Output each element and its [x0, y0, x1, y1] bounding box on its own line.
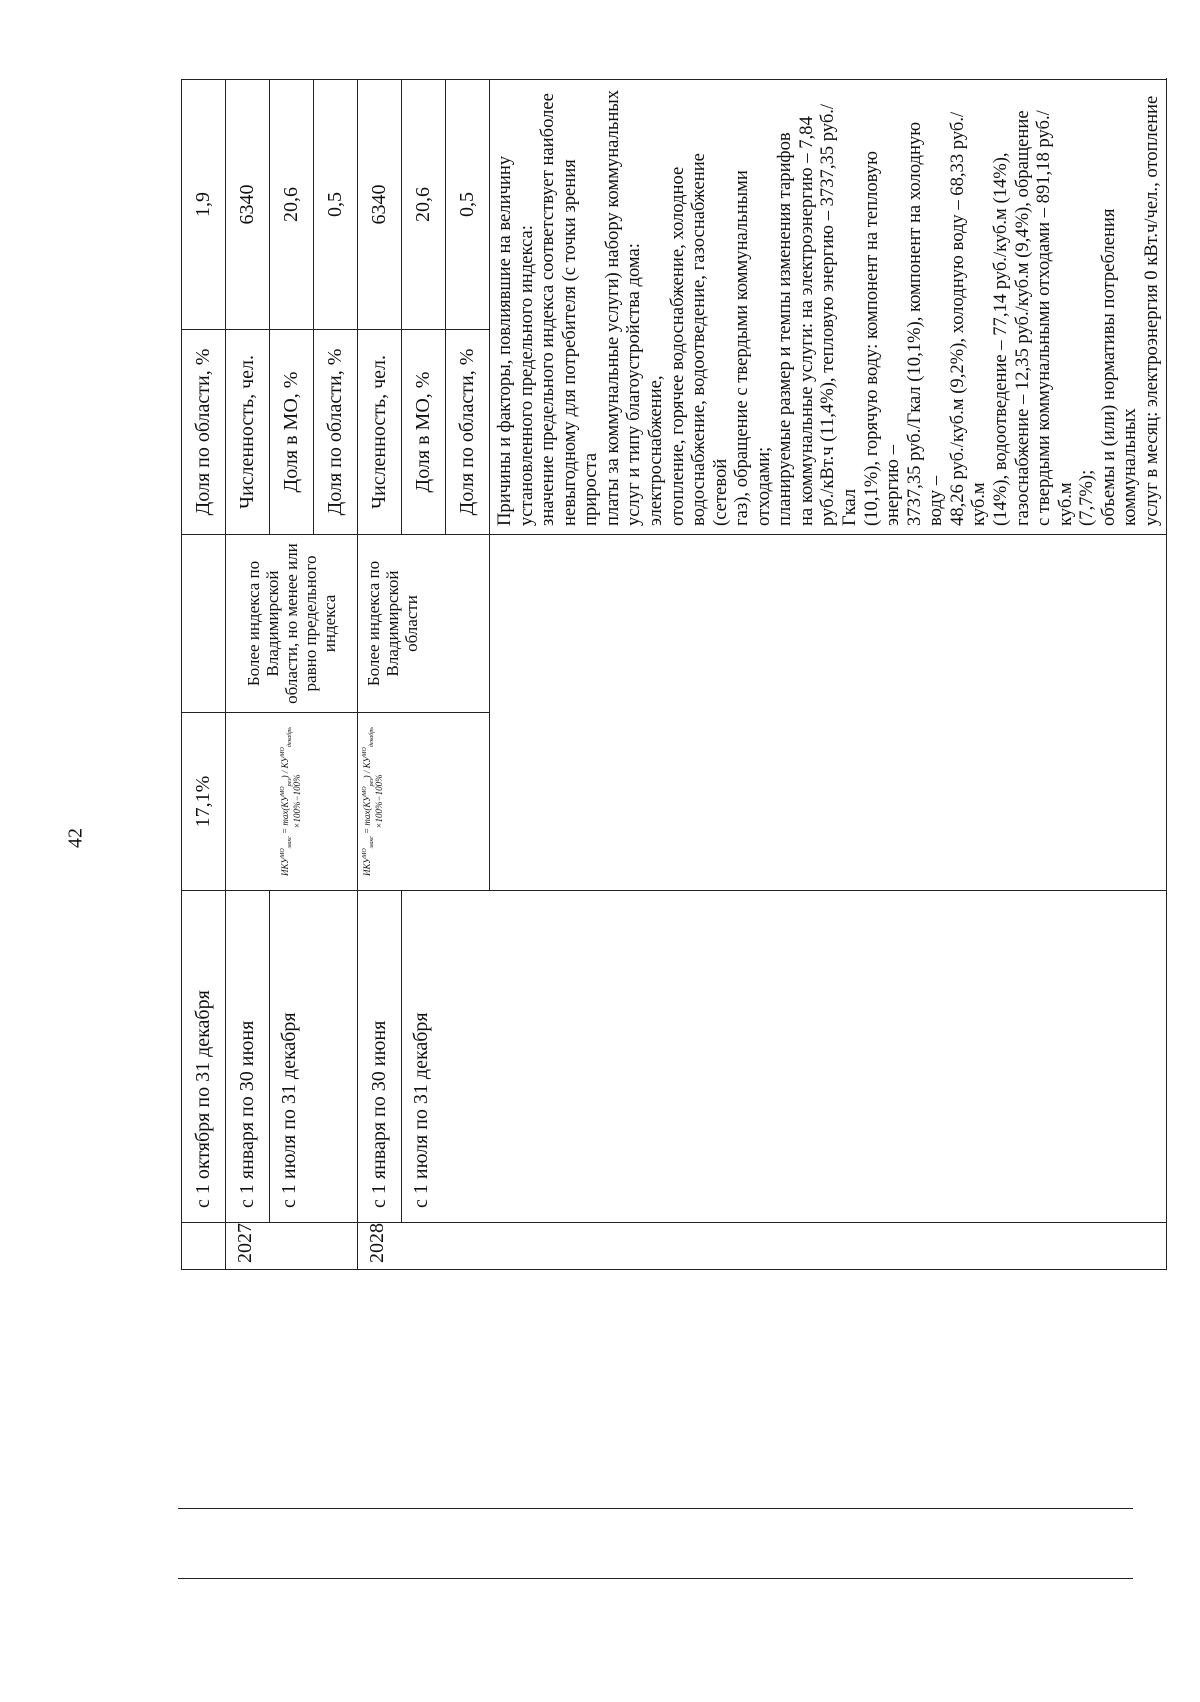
factors-line: (10,1%), горячую воду: компонент на тепловую энергию – [860, 150, 904, 526]
formula-cell: $ИКУ^{МО}_{макс} = \max(КУ^{МО}_{рез}) / КУ^{МО}_{декабрь} \times 100\%-100\%$ [226, 713, 358, 891]
factors-line: отопление, горячее водоснабжение, холодное [666, 166, 688, 526]
indicator-value: 0,5 [446, 80, 490, 330]
indicator-label: Численность, чел. [358, 330, 402, 535]
table-row [226, 80, 270, 1270]
rotated-table-container [181, 80, 1162, 1270]
factors-line: Причины и факторы, повлиявшие на величину [494, 155, 515, 526]
indicator-value: 6340 [358, 80, 402, 330]
period-cell: с 1 июля по 31 декабря [402, 891, 1167, 1223]
formula-cell-empty [490, 535, 1167, 891]
table-row [358, 80, 402, 1270]
factors-line: объемы и (или) нормативы потребления коммунальных [1097, 208, 1141, 526]
table-row [182, 80, 226, 1270]
factors-line: установленного предельного индекса: [515, 225, 537, 526]
page-number: 42 [64, 828, 87, 848]
category-cell-empty [182, 535, 226, 713]
indicator-value: 20,6 [270, 80, 314, 330]
factors-line: невыгодному для потребителя (с точки зрения прироста [558, 159, 602, 526]
factors-line: значение предельного индекса соответствует наиболее [537, 93, 559, 526]
indicator-label: Численность, чел. [226, 330, 270, 535]
year-cell: 2027 [226, 1223, 358, 1270]
factors-cell [490, 80, 1167, 535]
factors-line: водоснабжение, водоотведение, газоснабжение (сетевой [688, 153, 731, 526]
year-cell: 2028 [358, 1223, 1167, 1270]
factors-line: с твердыми коммунальными отходами – 891,18 руб./куб.м [1033, 110, 1076, 526]
factors-line: планируемые размер и темпы изменения тарифов [774, 132, 796, 526]
category-cell: Более индекса по Владимирской области, но менее или равно предельного индекса [226, 535, 358, 713]
period-cell: с 1 октября по 31 декабря [182, 891, 226, 1223]
factors-line: платы за коммунальные услуги) набору коммунальных [601, 89, 623, 526]
period-cell: с 1 июля по 31 декабря [270, 891, 358, 1223]
table-continuation-rule [178, 1578, 1133, 1579]
indicator-label: Доля по области, % [446, 330, 490, 535]
factors-line: на коммунальные услуги: на электроэнергию – 7,84 [795, 116, 817, 526]
indicator-label: Доля по области, % [314, 330, 358, 535]
formula-cell: $ИКУ^{МО}_{макс} = \max(КУ^{МО}_{рез}) / КУ^{МО}_{декабрь} \times 100\%-100\%$ [358, 713, 490, 891]
factors-line: 3737,35 руб./Гкал (10,1%), компонент на холодную воду – [903, 121, 947, 526]
indicator-value: 1,9 [182, 80, 226, 330]
factors-line: услуг и типу благоустройства дома: электроснабжение, [623, 243, 666, 526]
indicator-label: Доля в МО, % [270, 330, 314, 535]
factors-line: 48,26 руб./куб.м (9,2%), холодную воду – 68,33 руб./куб.м [946, 111, 990, 526]
factors-line: (14%), водоотведение – 77,14 руб./куб.м (14%), [989, 152, 1011, 526]
indicator-value: 0,5 [314, 80, 358, 330]
indicator-label: Доля в МО, % [402, 330, 446, 535]
indicator-value: 6340 [226, 80, 270, 330]
indicator-value: 20,6 [402, 80, 446, 330]
factors-line: газоснабжение – 12,35 руб./куб.м (9,4%), обращение [1011, 110, 1033, 526]
factors-line: (7,7%); [1076, 469, 1098, 526]
factors-line: газ), обращение с твердыми коммунальными отходами; [731, 170, 774, 526]
factors-line: руб./кВт.ч (11,4%), тепловую энергию – 3737,35 руб./Гкал [817, 103, 860, 526]
factors-line: услуг в месяц: электроэнергия 0 кВт.ч/чел., отопление [1140, 95, 1162, 526]
period-cell: с 1 января по 30 июня [358, 891, 402, 1223]
index-cell: 17,1% [182, 713, 226, 891]
year-cell-empty [182, 1223, 226, 1270]
indicator-label: Доля по области, % [182, 330, 226, 535]
period-cell: с 1 января по 30 июня [226, 891, 270, 1223]
tariff-index-table [181, 79, 1167, 1270]
table-continuation-rule [178, 1508, 1133, 1509]
category-cell: Более индекса по Владимирской области [358, 535, 490, 713]
